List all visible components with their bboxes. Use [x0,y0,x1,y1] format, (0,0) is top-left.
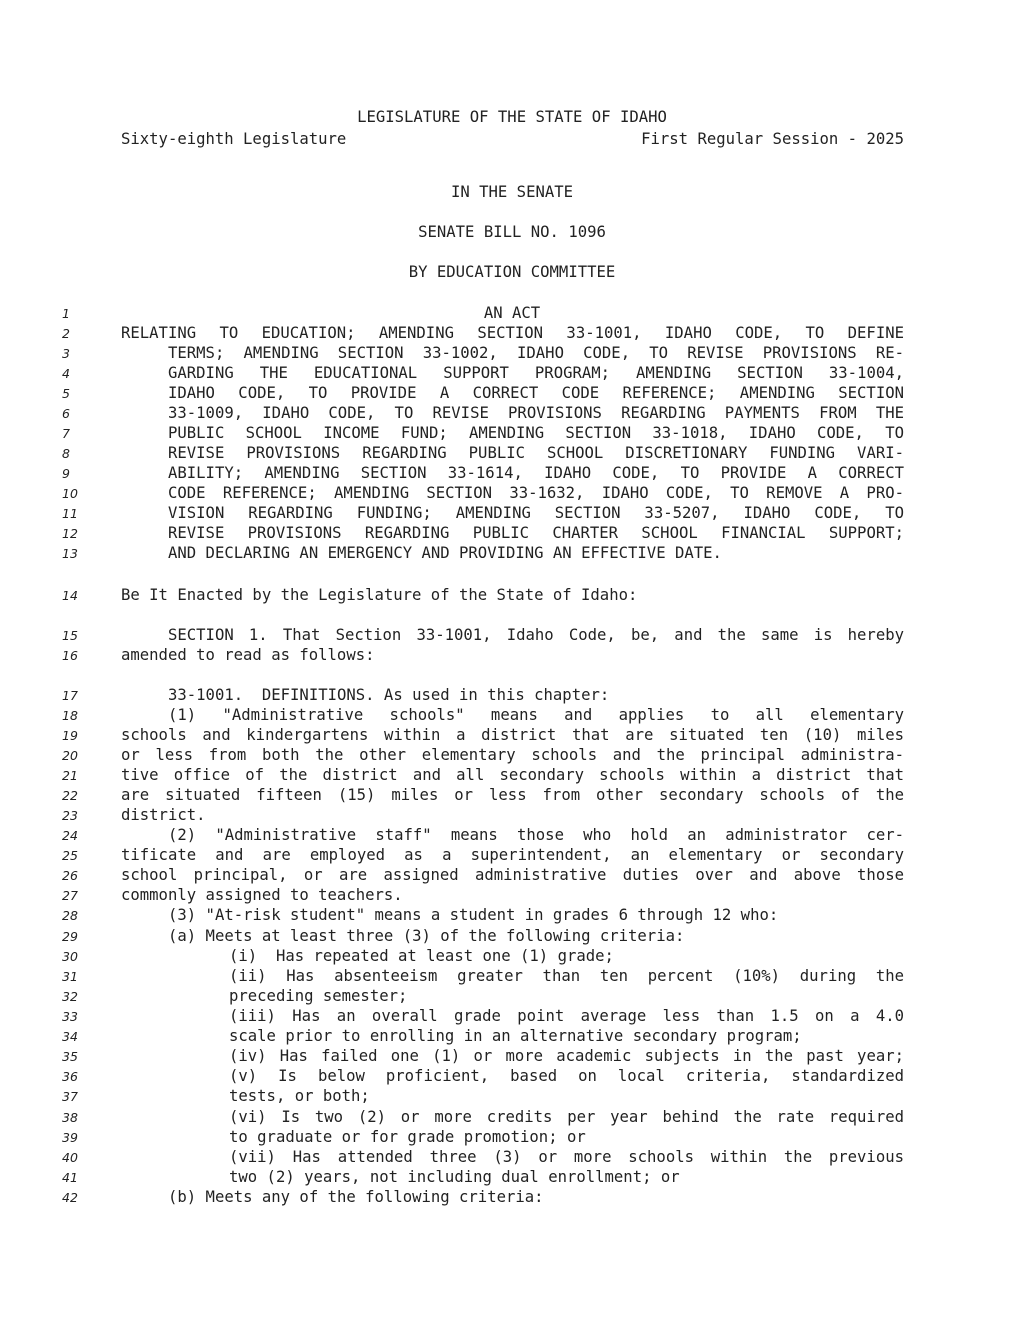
line-number: 38 [62,1110,78,1125]
line-text: or less from both the other elementary schools and the principal administra- [121,746,904,764]
line-number: 14 [62,588,78,603]
line-text: RELATING TO EDUCATION; AMENDING SECTION 33-1001, IDAHO CODE, TO DEFINE [121,324,904,342]
line-text: (iv) Has failed one (1) or more academic subjects in the past year; [229,1047,904,1065]
bill-line [0,404,1024,424]
line-text: (1) "Administrative schools" means and applies to all elementary [168,706,904,724]
line-text: SECTION 1. That Section 33-1001, Idaho Code, be, and the same is hereby [168,626,904,644]
line-text: two (2) years, not including dual enrollment; or [229,1168,680,1186]
line-number: 28 [62,908,78,923]
bill-line [0,866,1024,886]
bill-line [0,586,1024,606]
bill-line [0,444,1024,464]
bill-line [0,766,1024,786]
line-number: 27 [62,888,78,903]
line-number: 37 [62,1089,78,1104]
bill-line [0,304,1024,324]
bill-line [0,1067,1024,1087]
line-text: amended to read as follows: [121,646,375,664]
line-text: TERMS; AMENDING SECTION 33-1002, IDAHO CODE, TO REVISE PROVISIONS RE- [168,344,904,362]
bill-line [0,786,1024,806]
line-text: scale prior to enrolling in an alternative secondary program; [229,1027,802,1045]
session-label: First Regular Session - 2025 [641,130,904,148]
line-text: 33-1001. DEFINITIONS. As used in this chapter: [168,686,610,704]
line-number: 32 [62,989,78,1004]
line-number: 19 [62,728,78,743]
line-number: 17 [62,688,78,703]
bill-line [0,806,1024,826]
line-text: (3) "At-risk student" means a student in grades 6 through 12 who: [168,906,779,924]
line-number: 5 [62,386,70,401]
line-number: 33 [62,1009,78,1024]
bill-line [0,1148,1024,1168]
line-number: 40 [62,1150,78,1165]
line-text: 33-1009, IDAHO CODE, TO REVISE PROVISIONS REGARDING PAYMENTS FROM THE [168,404,904,422]
line-number: 2 [62,326,70,341]
line-number: 21 [62,768,78,783]
bill-line [0,484,1024,504]
line-number: 4 [62,366,70,381]
line-number: 26 [62,868,78,883]
line-text: ABILITY; AMENDING SECTION 33-1614, IDAHO CODE, TO PROVIDE A CORRECT [168,464,904,482]
line-text: preceding semester; [229,987,408,1005]
line-number: 25 [62,848,78,863]
bill-number: SENATE BILL NO. 1096 [418,223,606,241]
legislature-title: LEGISLATURE OF THE STATE OF IDAHO [357,108,667,126]
line-number: 23 [62,808,78,823]
bill-line [0,1087,1024,1107]
bill-line [0,1128,1024,1148]
line-number: 10 [62,486,78,501]
bill-line [0,1168,1024,1188]
bill-line [0,344,1024,364]
line-number: 30 [62,949,78,964]
bill-line [0,967,1024,987]
line-number: 36 [62,1069,78,1084]
line-text: (iii) Has an overall grade point average less than 1.5 on a 4.0 [229,1007,904,1025]
bill-line [0,524,1024,544]
bill-line [0,746,1024,766]
line-text: IDAHO CODE, TO PROVIDE A CORRECT CODE REFERENCE; AMENDING SECTION [168,384,904,402]
bill-line [0,1188,1024,1208]
line-text: Be It Enacted by the Legislature of the State of Idaho: [121,586,638,604]
bill-line [0,646,1024,666]
line-number: 20 [62,748,78,763]
line-number: 35 [62,1049,78,1064]
line-number: 1 [62,306,70,321]
line-text: GARDING THE EDUCATIONAL SUPPORT PROGRAM; AMENDING SECTION 33-1004, [168,364,904,382]
bill-line [0,384,1024,404]
bill-line [0,324,1024,344]
bill-line [0,906,1024,926]
line-text: REVISE PROVISIONS REGARDING PUBLIC SCHOOL DISCRETIONARY FUNDING VARI- [168,444,904,462]
line-text: AND DECLARING AN EMERGENCY AND PROVIDING AN EFFECTIVE DATE. [168,544,722,562]
bill-line [0,1007,1024,1027]
sponsor-label: BY EDUCATION COMMITTEE [408,263,616,281]
line-text: PUBLIC SCHOOL INCOME FUND; AMENDING SECTION 33-1018, IDAHO CODE, TO [168,424,904,442]
bill-line [0,364,1024,384]
line-text: (vii) Has attended three (3) or more schools within the previous [229,1148,904,1166]
line-text: (v) Is below proficient, based on local criteria, standardized [229,1067,904,1085]
line-number: 42 [62,1190,78,1205]
bill-line [0,927,1024,947]
line-number: 7 [62,426,70,441]
line-number: 8 [62,446,70,461]
line-text: tests, or both; [229,1087,370,1105]
line-number: 11 [62,506,78,521]
line-number: 34 [62,1029,78,1044]
bill-line [0,424,1024,444]
bill-line [0,504,1024,524]
line-number: 6 [62,406,70,421]
line-number: 18 [62,708,78,723]
line-text: CODE REFERENCE; AMENDING SECTION 33-1632, IDAHO CODE, TO REMOVE A PRO- [168,484,904,502]
line-number: 41 [62,1170,78,1185]
bill-line [0,1108,1024,1128]
line-number: 16 [62,648,78,663]
legislature-number: Sixty-eighth Legislature [121,130,347,148]
bill-line [0,686,1024,706]
bill-line [0,826,1024,846]
bill-line [0,987,1024,1007]
bill-line [0,544,1024,564]
line-text: commonly assigned to teachers. [121,886,403,904]
bill-line [0,846,1024,866]
line-text: REVISE PROVISIONS REGARDING PUBLIC CHARTER SCHOOL FINANCIAL SUPPORT; [168,524,904,542]
line-text: (ii) Has absenteeism greater than ten percent (10%) during the [229,967,904,985]
line-number: 9 [62,466,70,481]
line-text: (b) Meets any of the following criteria: [168,1188,544,1206]
line-text: tive office of the district and all secondary schools within a district that [121,766,904,784]
line-text: school principal, or are assigned administrative duties over and above those [121,866,904,884]
line-text: tificate and are employed as a superintendent, an elementary or secondary [121,846,904,864]
line-number: 22 [62,788,78,803]
line-text: schools and kindergartens within a district that are situated ten (10) miles [121,726,904,744]
bill-line [0,726,1024,746]
bill-line [0,706,1024,726]
bill-line [0,626,1024,646]
line-number: 31 [62,969,78,984]
bill-line [0,464,1024,484]
line-number: 24 [62,828,78,843]
bill-line [0,886,1024,906]
line-text: (vi) Is two (2) or more credits per year behind the rate required [229,1108,904,1126]
line-text: (a) Meets at least three (3) of the following criteria: [168,927,685,945]
line-number: 29 [62,929,78,944]
line-number: 13 [62,546,78,561]
line-text: district. [121,806,206,824]
bill-line [0,1027,1024,1047]
line-number: 3 [62,346,70,361]
bill-line [0,1047,1024,1067]
line-text: AN ACT [483,304,541,322]
line-number: 39 [62,1130,78,1145]
line-text: are situated fifteen (15) miles or less from other secondary schools of the [121,786,904,804]
line-text: VISION REGARDING FUNDING; AMENDING SECTION 33-5207, IDAHO CODE, TO [168,504,904,522]
line-text: to graduate or for grade promotion; or [229,1128,586,1146]
line-number: 15 [62,628,78,643]
line-number: 12 [62,526,78,541]
chamber-label: IN THE SENATE [450,183,574,201]
bill-line [0,947,1024,967]
line-text: (i) Has repeated at least one (1) grade; [229,947,614,965]
line-text: (2) "Administrative staff" means those who hold an administrator cer- [168,826,904,844]
